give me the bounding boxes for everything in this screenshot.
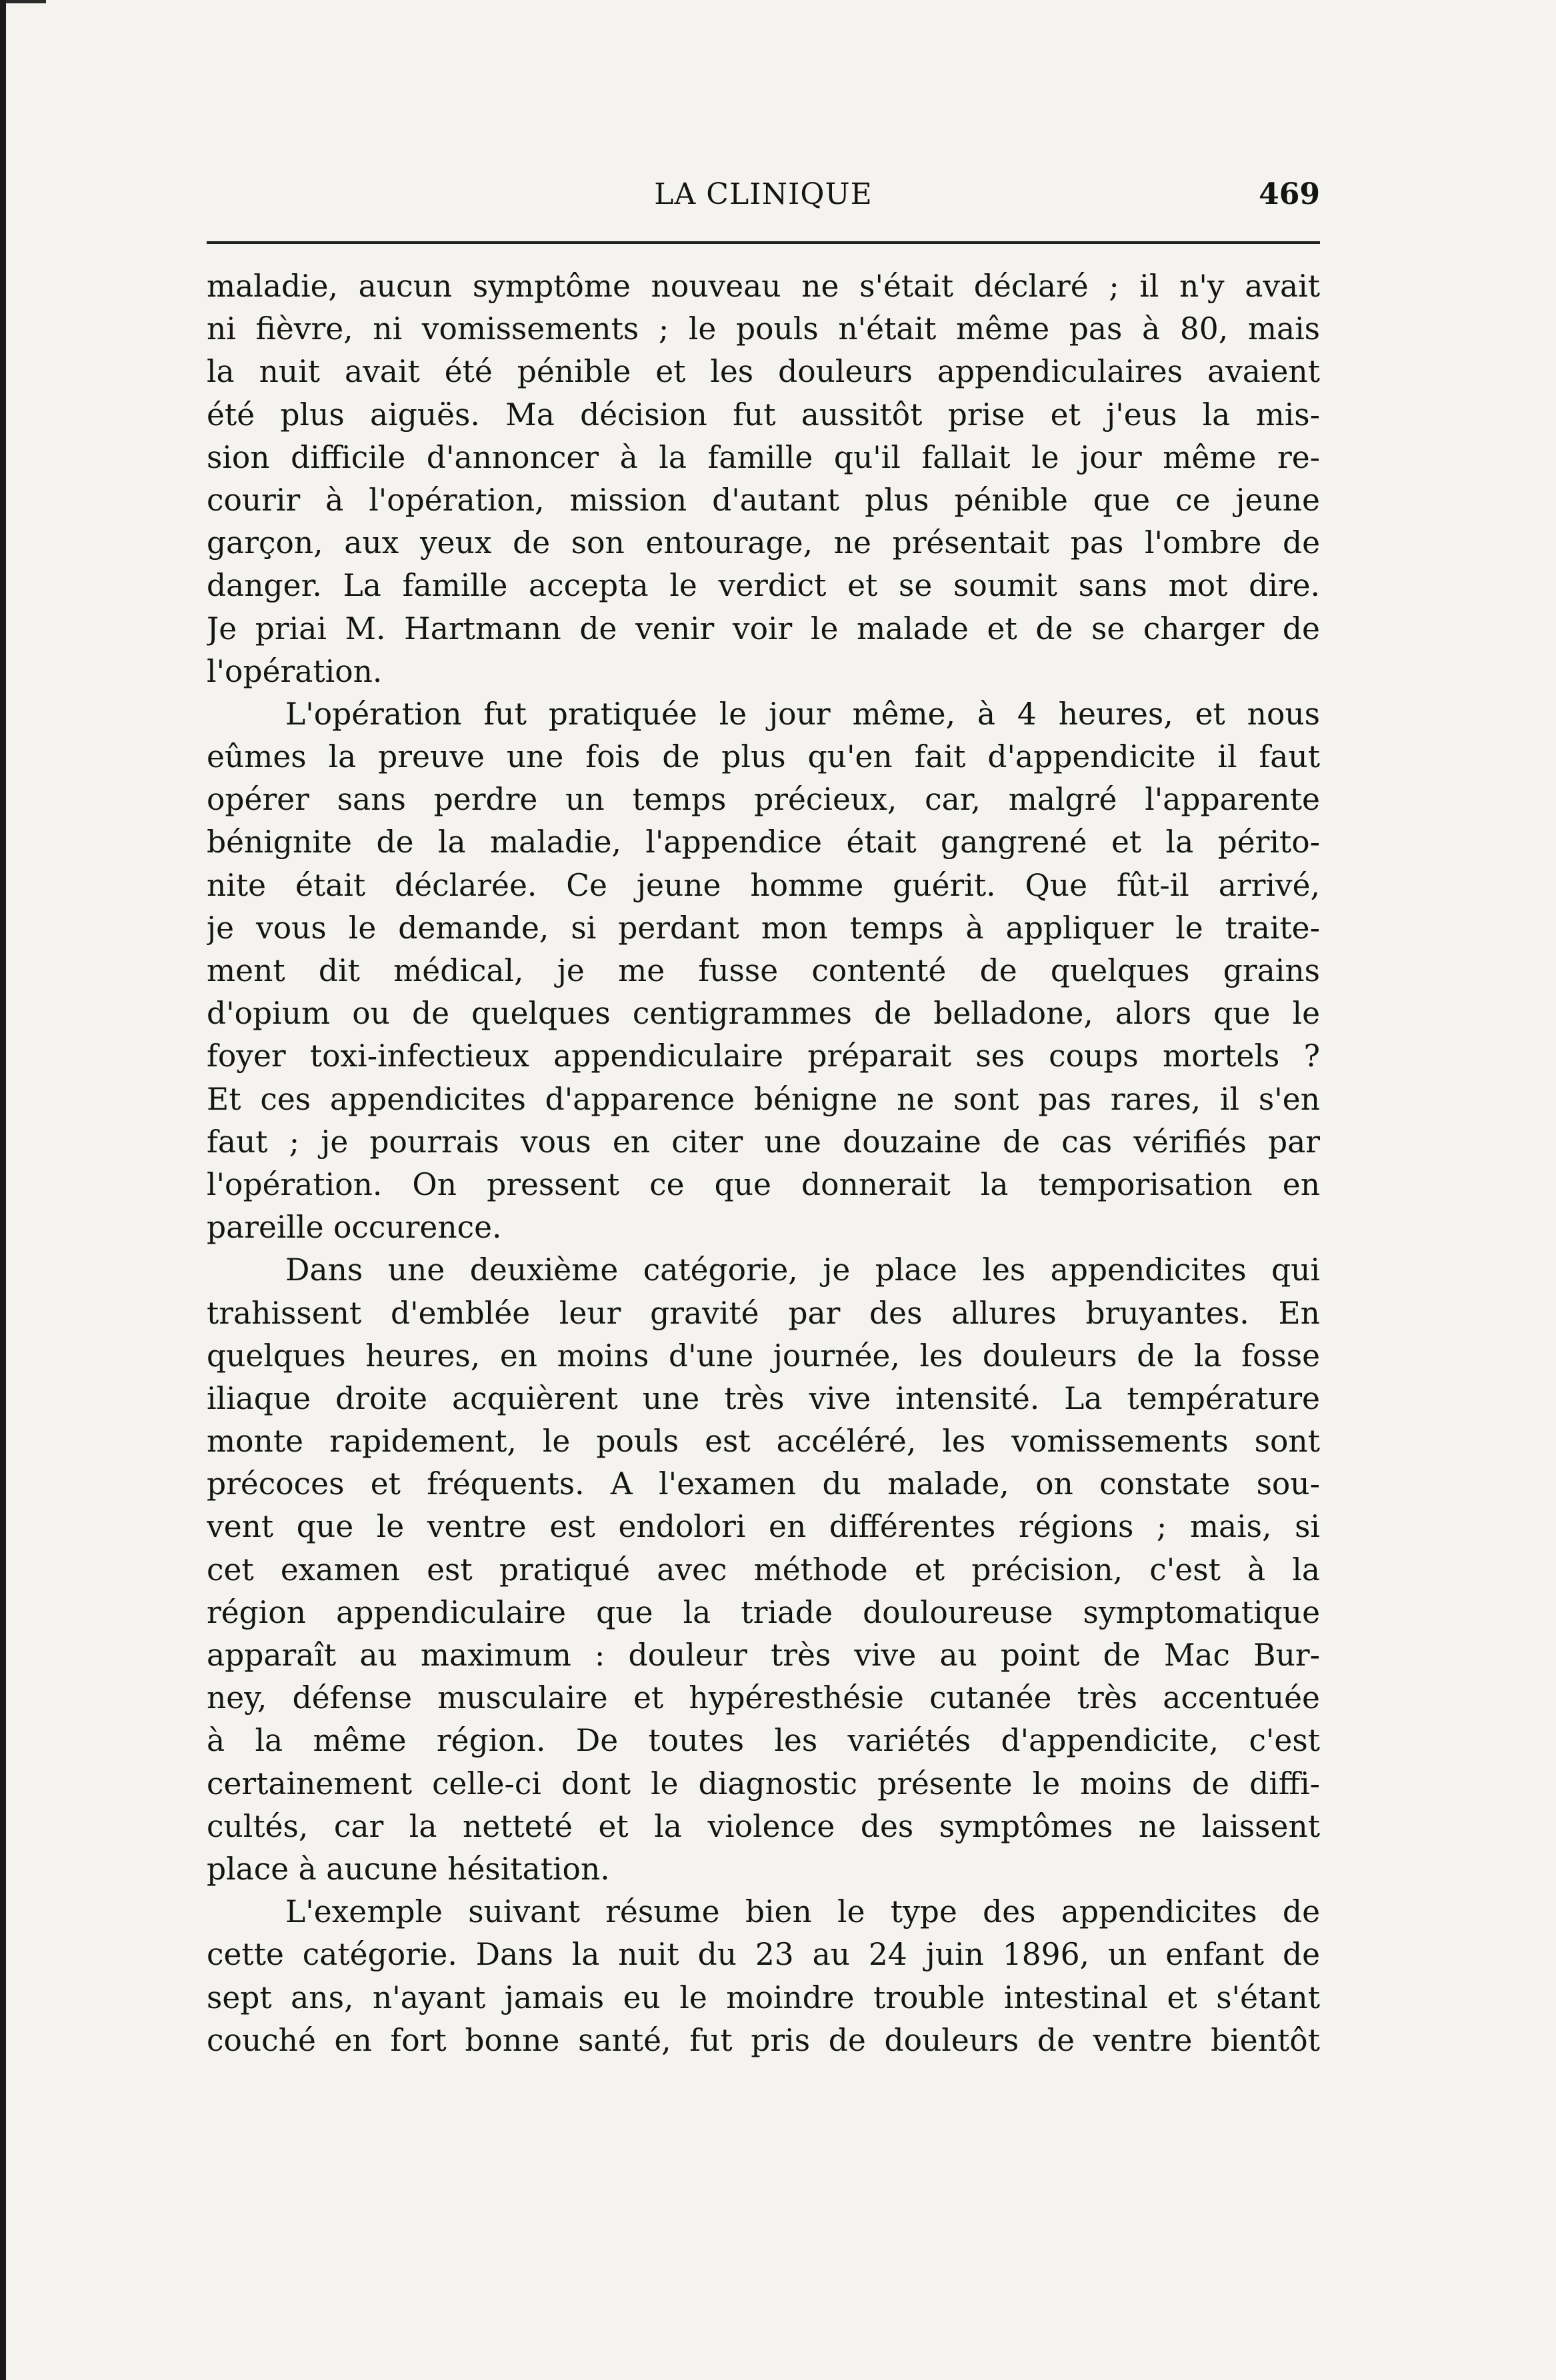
text-line: cet examen est pratiqué avec méthode et précision, c'est à la	[207, 1552, 1320, 1588]
running-title: LA CLINIQUE	[654, 177, 873, 211]
text-line: opérer sans perdre un temps précieux, car, malgré l'apparente	[207, 782, 1320, 818]
text-line: Je priai M. Hartmann de venir voir le malade et de se charger de	[207, 610, 1320, 646]
text-line: certainement celle-ci dont le diagnostic présente le moins de diffi-	[207, 1766, 1320, 1801]
text-line: d'opium ou de quelques centigrammes de belladone, alors que le	[207, 996, 1320, 1032]
text-line: bénignite de la maladie, l'appendice était gangrené et la périto-	[207, 824, 1320, 860]
page-number: 469	[1259, 177, 1320, 211]
text-line: région appendiculaire que la triade douloureuse symptomatique	[207, 1594, 1320, 1630]
text-line: précoces et fréquents. A l'examen du malade, on constate sou-	[207, 1466, 1320, 1502]
text-line: été plus aiguës. Ma décision fut aussitôt prise et j'eus la mis-	[207, 397, 1320, 433]
text-line: trahissent d'emblée leur gravité par des allures bruyantes. En	[207, 1295, 1320, 1331]
text-line: à la même région. De toutes les variétés d'appendicite, c'est	[207, 1723, 1320, 1759]
text-line: maladie, aucun symptôme nouveau ne s'était déclaré ; il n'y avait	[207, 269, 1320, 304]
text-line: danger. La famille accepta le verdict et se soumit sans mot dire.	[207, 568, 1320, 604]
body-text	[207, 265, 1320, 2062]
text-line: Dans une deuxième catégorie, je place les appendicites qui	[285, 1252, 1320, 1288]
text-line: ment dit médical, je me fusse contenté de quelques grains	[207, 953, 1320, 988]
text-line: je vous le demande, si perdant mon temps à appliquer le traite-	[207, 910, 1320, 946]
text-line: Et ces appendicites d'apparence bénigne ne sont pas rares, il s'en	[207, 1081, 1320, 1117]
text-line: L'exemple suivant résume bien le type des appendicites de	[285, 1894, 1320, 1930]
text-line: vent que le ventre est endolori en différentes régions ; mais, si	[207, 1509, 1320, 1545]
text-line: apparaît au maximum : douleur très vive au point de Mac Bur-	[207, 1638, 1320, 1673]
scan-border-corner	[6, 0, 46, 3]
text-line: L'opération fut pratiquée le jour même, à 4 heures, et nous	[285, 696, 1320, 732]
text-line: l'opération.	[207, 653, 383, 689]
text-line: nite était déclarée. Ce jeune homme guérit. Que fût-il arrivé,	[207, 867, 1320, 903]
text-line: sion difficile d'annoncer à la famille qu'il fallait le jour même re-	[207, 439, 1320, 475]
text-line: cette catégorie. Dans la nuit du 23 au 24 juin 1896, un enfant de	[207, 1937, 1320, 1973]
text-line: cultés, car la netteté et la violence des symptômes ne laissent	[207, 1808, 1320, 1844]
text-line: eûmes la preuve une fois de plus qu'en fait d'appendicite il faut	[207, 739, 1320, 775]
text-line: garçon, aux yeux de son entourage, ne présentait pas l'ombre de	[207, 525, 1320, 561]
text-line: foyer toxi-infectieux appendiculaire préparait ses coups mortels ?	[207, 1038, 1320, 1074]
header-rule	[207, 241, 1320, 244]
text-line: la nuit avait été pénible et les douleurs appendiculaires avaient	[207, 354, 1320, 390]
text-line: couché en fort bonne santé, fut pris de douleurs de ventre bientôt	[207, 2022, 1320, 2058]
text-line: quelques heures, en moins d'une journée, les douleurs de la fosse	[207, 1338, 1320, 1374]
text-line: pareille occurence.	[207, 1210, 502, 1246]
text-line: l'opération. On pressent ce que donnerait la temporisation en	[207, 1166, 1320, 1202]
text-line: monte rapidement, le pouls est accéléré, les vomissements sont	[207, 1424, 1320, 1460]
text-line: courir à l'opération, mission d'autant plus pénible que ce jeune	[207, 482, 1320, 518]
scan-border	[0, 0, 6, 2380]
text-line: faut ; je pourrais vous en citer une douzaine de cas vérifiés par	[207, 1124, 1320, 1160]
text-line: iliaque droite acquièrent une très vive intensité. La température	[207, 1380, 1320, 1416]
text-line: place à aucune hésitation.	[207, 1851, 610, 1887]
text-line: ni fièvre, ni vomissements ; le pouls n'était même pas à 80, mais	[207, 311, 1320, 347]
text-line: ney, défense musculaire et hypéresthésie cutanée très accentuée	[207, 1680, 1320, 1716]
page-header	[207, 175, 1320, 221]
text-line: sept ans, n'ayant jamais eu le moindre trouble intestinal et s'étant	[207, 1979, 1320, 2015]
